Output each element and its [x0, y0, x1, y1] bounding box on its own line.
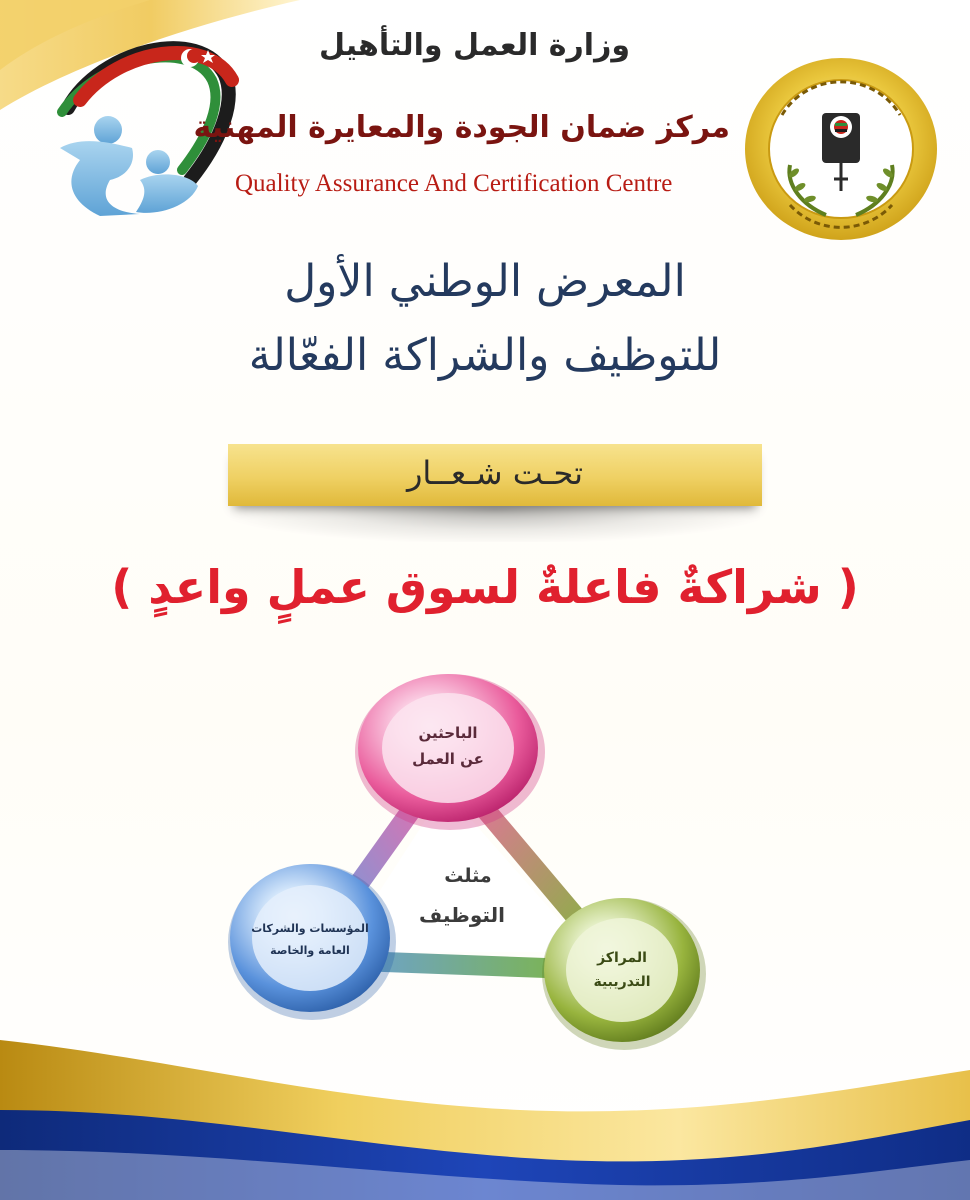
slogan-text: ( شراكةٌ فاعلةٌ لسوق عملٍ واعدٍ )	[111, 560, 859, 614]
event-title-line-1: المعرض الوطني الأول	[284, 256, 686, 307]
top-circle-line-1: الباحثين	[418, 724, 478, 742]
top-circle-line-2: عن العمل	[412, 750, 484, 768]
circle-institutions	[228, 864, 396, 1020]
ministry-name: وزارة العمل والتأهيل	[319, 28, 630, 63]
ministry-seal-icon	[742, 55, 940, 243]
triangle-center-line-2: التوظيف	[419, 903, 505, 927]
banner-shadow	[230, 506, 760, 542]
slogan-banner-label: تحـت شـعــار	[406, 454, 584, 492]
bottom-wave-decoration	[0, 1000, 970, 1200]
slogan-banner	[228, 444, 762, 506]
left-circle-line-2: العامة والخاصة	[270, 944, 350, 957]
right-circle-line-2: التدريبية	[593, 974, 651, 990]
left-circle-line-1: المؤسسات والشركات	[251, 922, 369, 935]
triangle-center-line-1: مثلث	[444, 865, 492, 887]
right-circle-line-1: المراكز	[597, 950, 647, 966]
event-title-line-2: للتوظيف والشراكة الفعّالة	[248, 330, 722, 381]
centre-name-arabic: مركز ضمان الجودة والمعايرة المهنية	[193, 110, 730, 145]
centre-name-english: Quality Assurance And Certification Centre	[235, 170, 673, 197]
